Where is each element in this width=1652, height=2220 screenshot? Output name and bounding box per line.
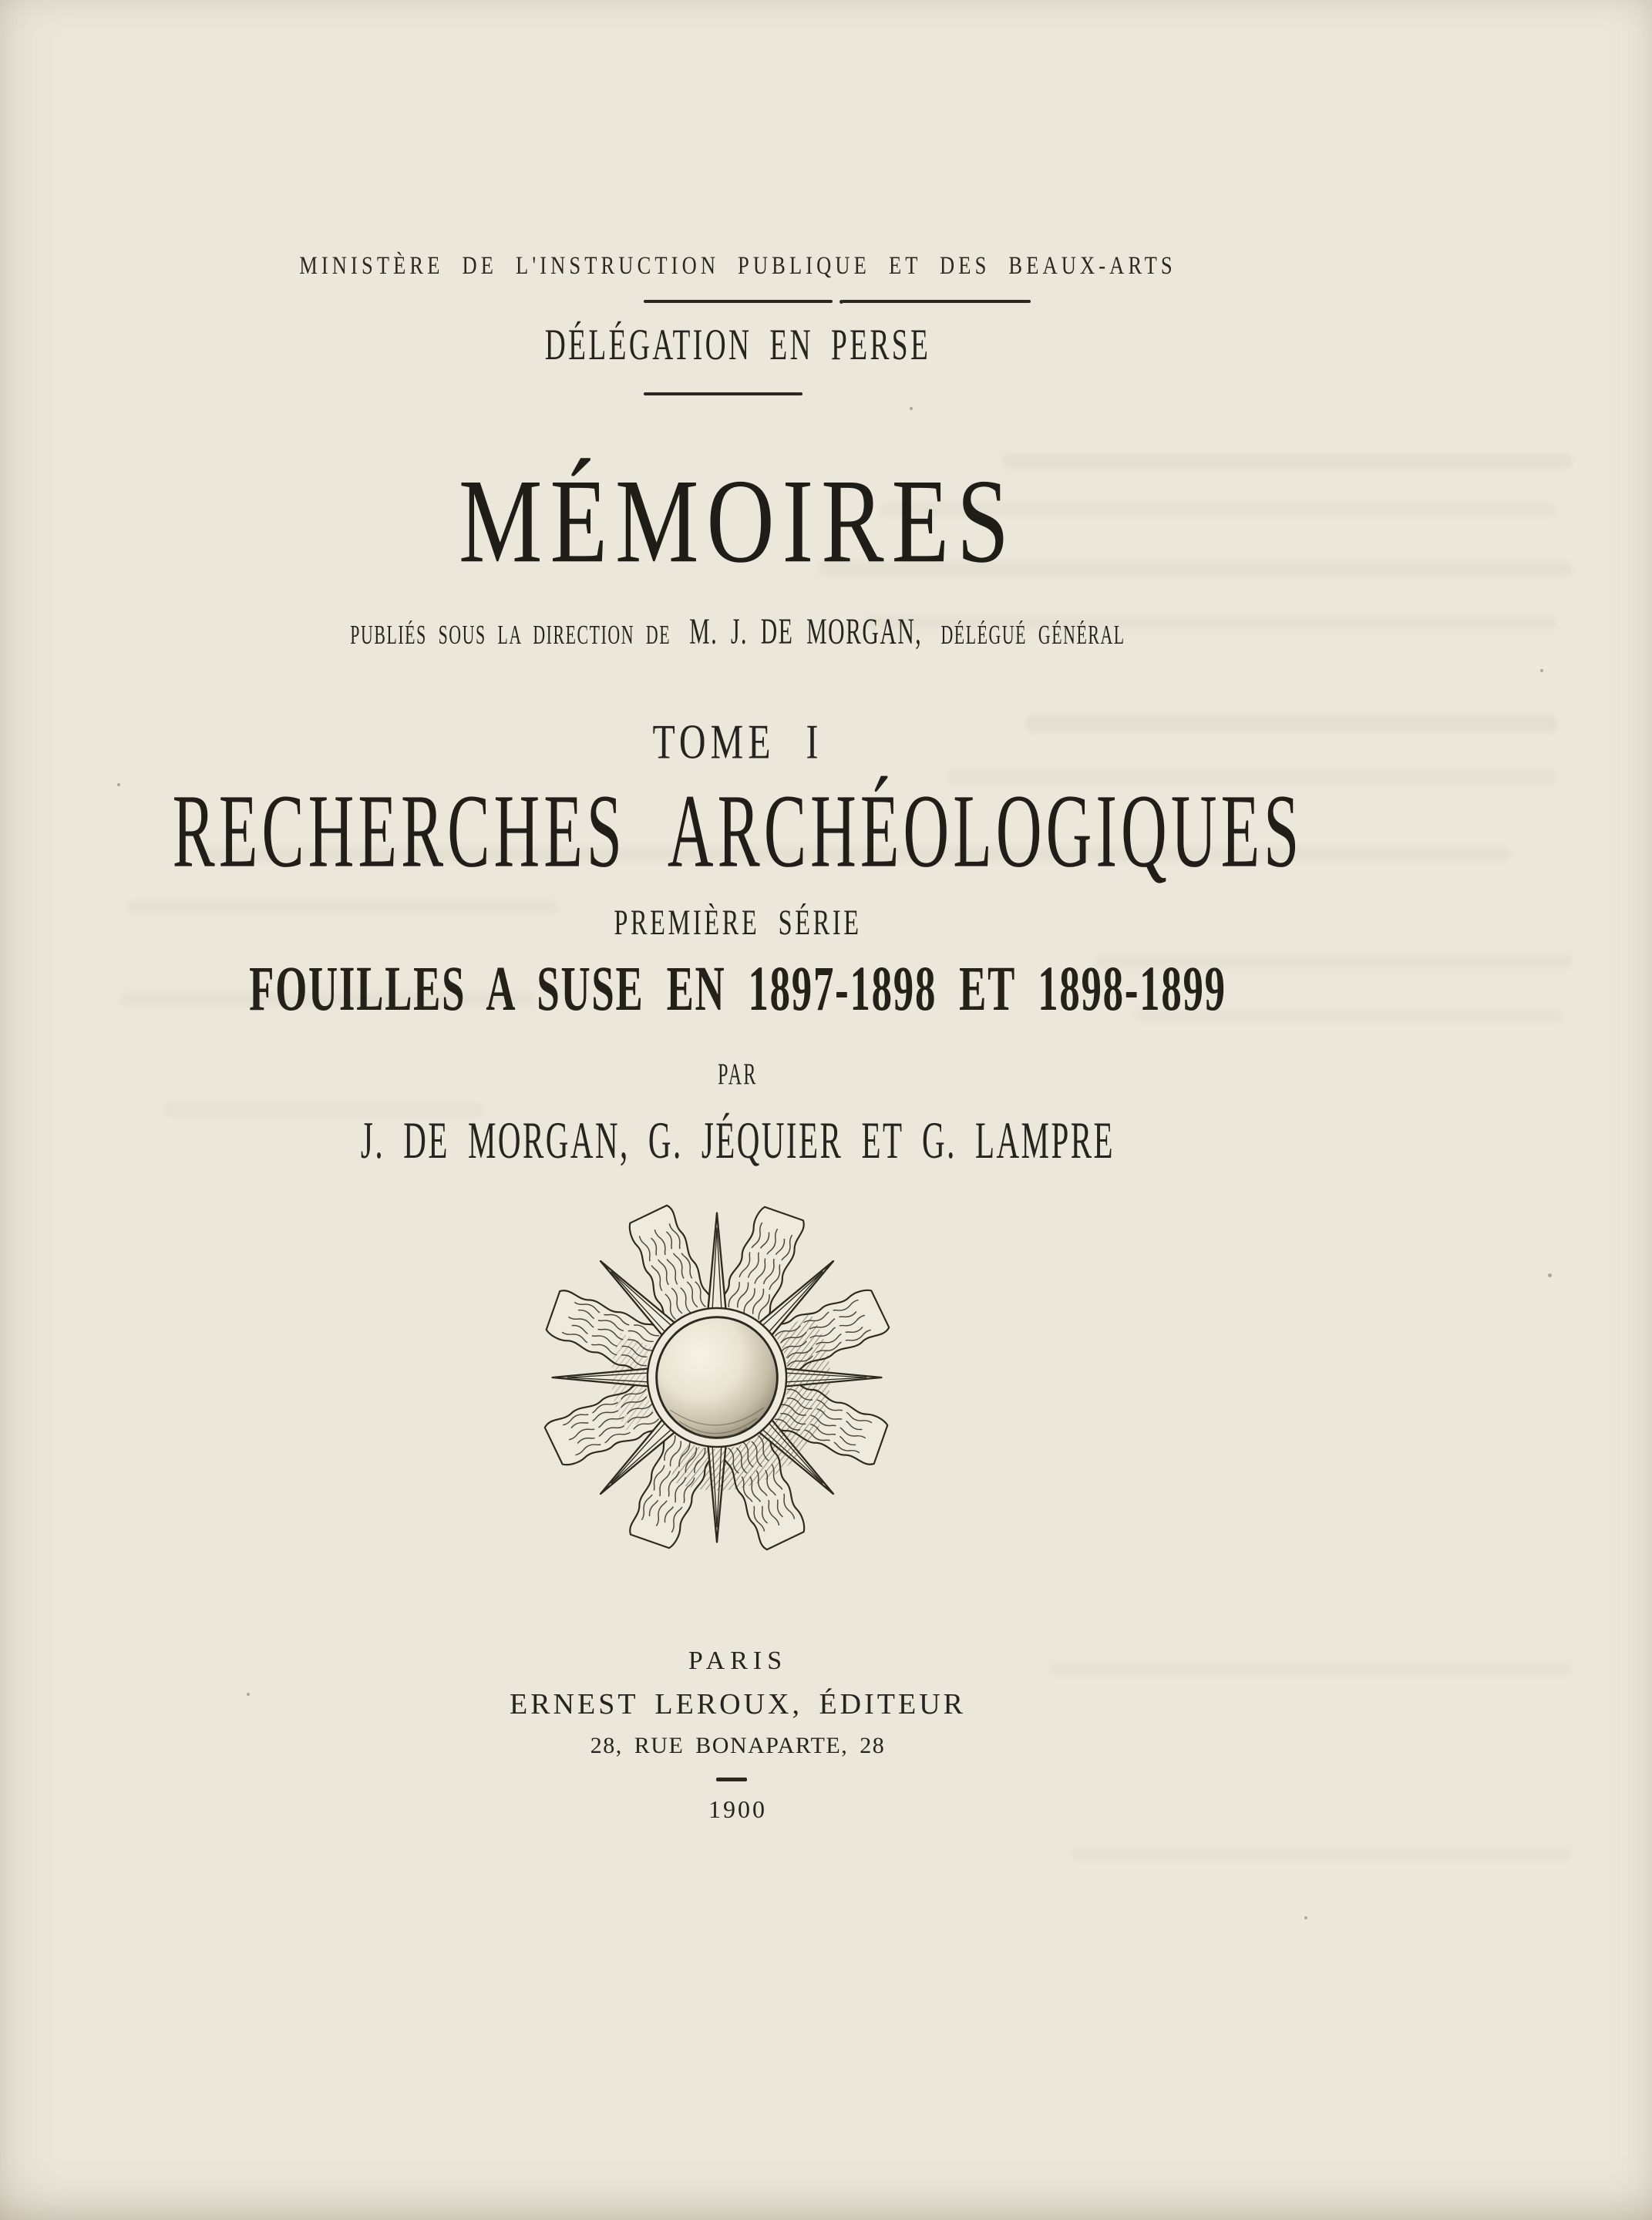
paper-speck xyxy=(1540,669,1543,672)
delegation-line: DÉLÉGATION EN PERSE xyxy=(544,320,931,369)
authors-line: J. DE MORGAN, G. JÉQUIER ET G. LAMPRE xyxy=(360,1110,1115,1170)
imprint-block xyxy=(44,0,1432,2220)
imprint-rule xyxy=(716,1778,747,1781)
series-title: MÉMOIRES xyxy=(459,455,1017,588)
byline-prefix: PUBLIÉS SOUS LA DIRECTION DE xyxy=(350,620,671,651)
tome-label: TOME I xyxy=(652,715,823,769)
main-title: RECHERCHES ARCHÉOLOGIQUES xyxy=(172,772,1304,890)
subtitle-line: FOUILLES A SUSE EN 1897-1898 ET 1898-1899 xyxy=(249,953,1226,1024)
imprint-year: 1900 xyxy=(708,1795,767,1823)
byline-suffix: DÉLÉGUÉ GÉNÉRAL xyxy=(940,620,1125,651)
imprint-address: 28, RUE BONAPARTE, 28 xyxy=(590,1733,886,1758)
par-label: PAR xyxy=(718,1058,758,1092)
ministry-line: MINISTÈRE DE L'INSTRUCTION PUBLIQUE ET DES BEAUX-ARTS xyxy=(299,251,1176,280)
paper-speck xyxy=(1548,1273,1552,1277)
byline-director-name: M. J. DE MORGAN, xyxy=(689,611,923,652)
imprint-publisher: ERNEST LEROUX, ÉDITEUR xyxy=(510,1688,966,1720)
series-label: PREMIÈRE SÉRIE xyxy=(614,902,862,943)
imprint-city: PARIS xyxy=(688,1646,788,1675)
